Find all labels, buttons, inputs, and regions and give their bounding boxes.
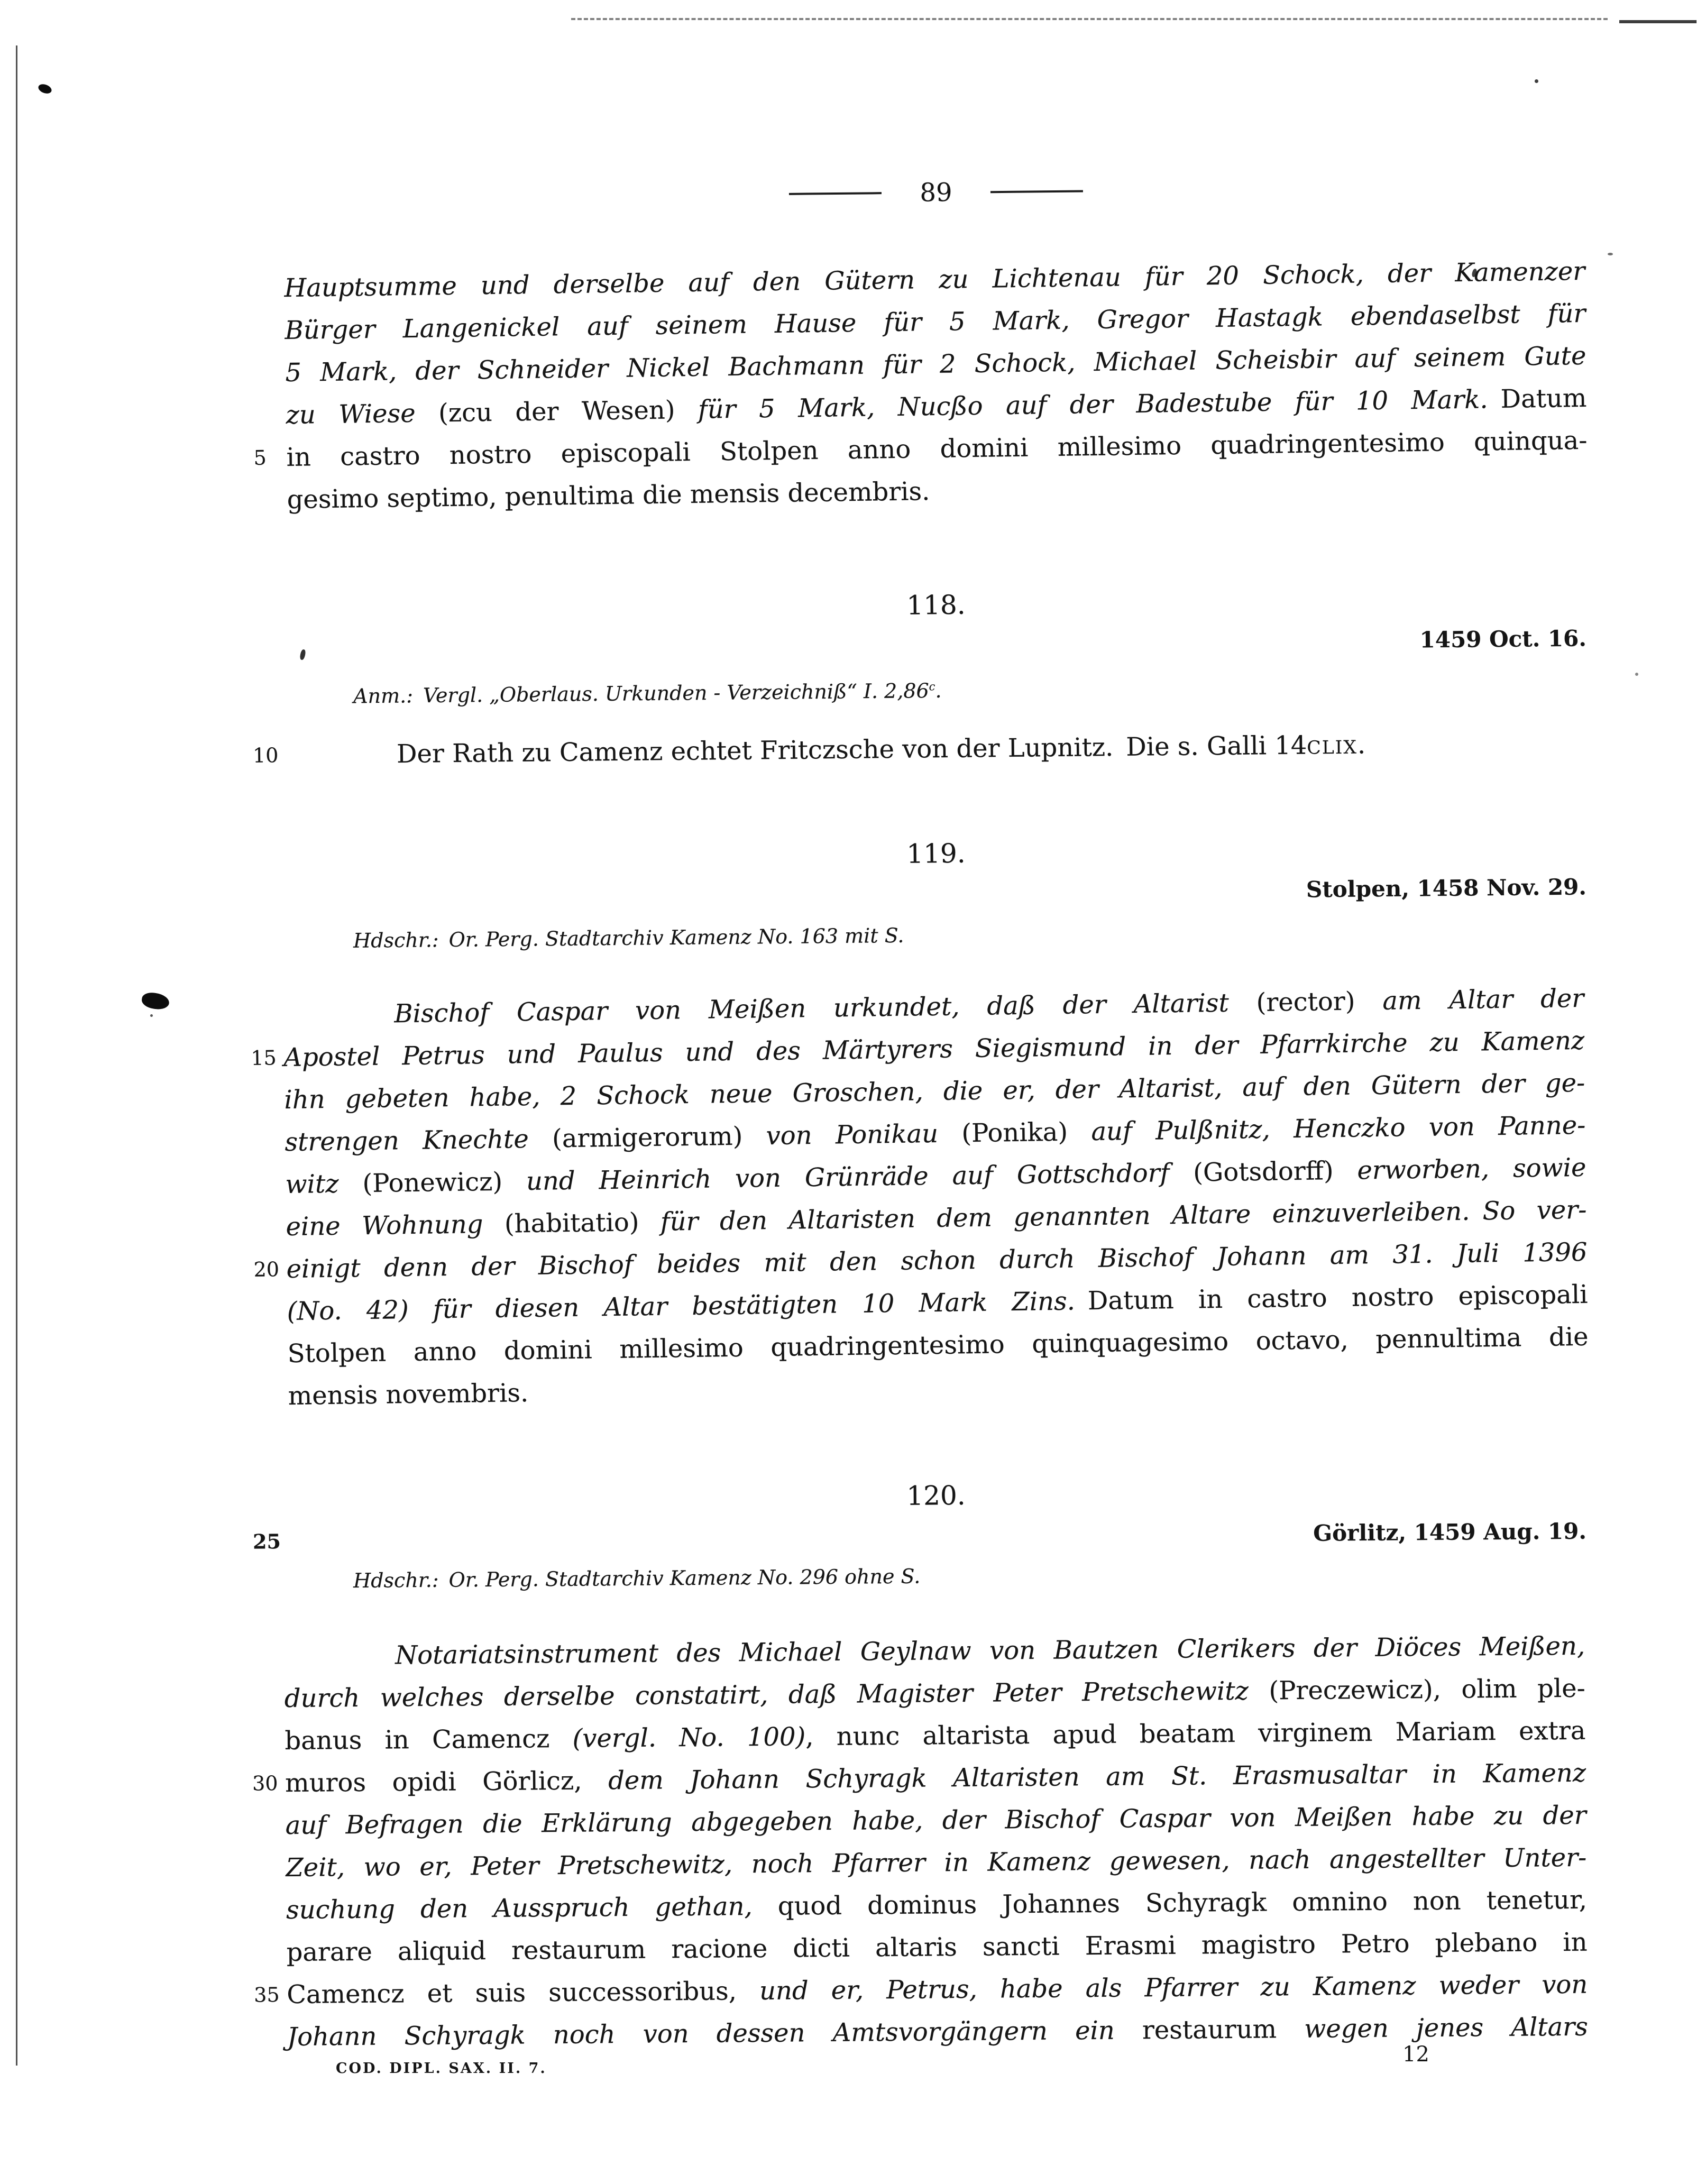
text-segment: erworben, sowie bbox=[1333, 1152, 1586, 1186]
note-n120 bbox=[286, 1555, 1654, 1597]
text-segment: strengen Knechte bbox=[285, 1124, 553, 1158]
para-l10 bbox=[252, 721, 1587, 776]
para-p120 bbox=[252, 1625, 1588, 2058]
margin-line-number: 20 bbox=[253, 1258, 280, 1281]
charter-date: 1459 Oct. 16. bbox=[1419, 625, 1587, 653]
text-segment: auf Befragen die Erklärung abgegeben habe, der Bischof Caspar von Meißen habe zu der bbox=[285, 1800, 1586, 1841]
text-segment: eine Wohnung bbox=[286, 1209, 505, 1242]
text-segment: (zcu der Wesen) bbox=[438, 394, 699, 428]
text-segment: (rector) bbox=[1256, 986, 1355, 1017]
text-segment: ihn gebeten habe, 2 Schock neue Groschen, die er, der Altarist, auf den Gütern der ge- bbox=[284, 1068, 1585, 1115]
text-segment: Zeit, wo er, Peter Pretschewitz, noch Pfarrer in Kamenz gewesen, nach angestellter Unter- bbox=[286, 1842, 1587, 1883]
text-segment: am Altar der bbox=[1354, 983, 1584, 1016]
text-segment: . bbox=[1357, 730, 1366, 760]
margin-line-number: 30 bbox=[252, 1772, 278, 1795]
text-line bbox=[252, 721, 1587, 776]
charter-number-heading: 120. bbox=[906, 1480, 966, 1511]
text-segment: für 5 Mark, Nucßo auf der Badestube für 10 Mark. bbox=[698, 384, 1488, 425]
text-segment: Bischof Caspar von Meißen urkundet, daß der Altarist bbox=[393, 987, 1256, 1029]
margin-line-number: 5 bbox=[253, 446, 267, 470]
text-segment: restaurum bbox=[1142, 2014, 1277, 2045]
footer-sheet-number: 12 bbox=[1402, 2042, 1429, 2067]
text-segment: c bbox=[929, 680, 935, 693]
text-segment: (habitatio) bbox=[504, 1207, 639, 1239]
margin-line-number: 35 bbox=[254, 1983, 280, 2007]
scan-artifact-top-solid-mark bbox=[1619, 20, 1696, 23]
text-segment: Johann Schyragk noch von dessen Amtsvorgängern ein bbox=[287, 2015, 1143, 2052]
text-segment: (armigerorum) bbox=[552, 1121, 743, 1154]
charter-number-heading: 119. bbox=[906, 838, 966, 869]
charter-number-heading: 118. bbox=[906, 589, 966, 621]
text-segment: und er, Petrus, habe als Pfarrer zu Kamenz weder von bbox=[759, 1969, 1588, 2006]
text-segment: So ver- bbox=[1470, 1195, 1587, 1226]
charter-date: Görlitz, 1459 Aug. 19. bbox=[1313, 1518, 1587, 1546]
text-segment: CLIX bbox=[1307, 737, 1358, 759]
scan-artifact-left-edge-line bbox=[16, 45, 17, 2066]
text-segment: (Ponika) bbox=[961, 1117, 1068, 1149]
scan-artifact-ink-blot bbox=[141, 992, 170, 1011]
text-segment: , nunc altarista apud beatam virginem Mariam extra bbox=[805, 1715, 1586, 1752]
margin-line-number: 25 bbox=[252, 1529, 281, 1554]
header-rule-left bbox=[789, 192, 882, 195]
scan-artifact-dot bbox=[1608, 253, 1613, 255]
text-segment: (vergl. No. 100) bbox=[572, 1722, 806, 1754]
text-segment: Hdschr.: Or. Perg. Stadtarchiv Kamenz No. 296 ohne S. bbox=[353, 1564, 921, 1592]
text-segment: wegen jenes Altars bbox=[1276, 2012, 1588, 2044]
scan-artifact-ink-dot bbox=[150, 1014, 153, 1017]
text-segment: Camencz et suis successoribus, bbox=[286, 1976, 760, 2009]
text-segment: suchung den Ausspruch gethan, bbox=[286, 1891, 778, 1925]
page-number-header: 89 bbox=[920, 177, 952, 208]
text-segment: Stolpen anno domini millesimo quadringentesimo quinquagesimo octavo, pennultima die bbox=[287, 1322, 1589, 1369]
text-segment: mensis novembris. bbox=[288, 1378, 529, 1411]
text-segment: Bürger Langenickel auf seinem Hause für 5 Mark, Gregor Hastagk ebendaselbst für bbox=[285, 298, 1586, 346]
text-segment: einigt denn der Bischof beides mit den schon durch Bischof Johann am 31. Juli 1396 bbox=[286, 1237, 1588, 1284]
note-n119 bbox=[286, 912, 1654, 957]
text-segment: Hdschr.: Or. Perg. Stadtarchiv Kamenz No. 163 mit S. bbox=[353, 923, 904, 952]
header-rule-right bbox=[990, 190, 1083, 194]
note-n118 bbox=[286, 664, 1654, 709]
text-segment: Anm.: Vergl. „Oberlaus. Urkunden - Verzeichniß“ I. 2,86 bbox=[353, 678, 929, 708]
text-segment: für den Altaristen dem genannten Altare einzuverleiben. bbox=[638, 1196, 1470, 1237]
text-segment: Notariatsinstrument des Michael Geylnaw von Bautzen Clerikers der Diöces Meißen, bbox=[395, 1631, 1585, 1671]
text-segment: witz bbox=[285, 1169, 363, 1200]
pageheader-hdr bbox=[286, 167, 1587, 218]
scan-artifact-dot bbox=[1535, 79, 1538, 83]
text-segment: Hauptsumme und derselbe auf den Gütern zu Lichtenau für 20 Schock, der Kamenzer bbox=[284, 256, 1585, 304]
text-segment: quod dominus Johannes Schyragk omnino non tenetur, bbox=[777, 1885, 1588, 1921]
text-segment: Datum bbox=[1488, 383, 1587, 415]
text-segment: dem Johann Schyragk Altaristen am St. Erasmusaltar in Kamenz bbox=[608, 1758, 1586, 1796]
text-segment: Der Rath zu Camenz echtet Fritczsche von der Lupnitz. Die s. Galli 14 bbox=[396, 730, 1307, 769]
text-segment: zu Wiese bbox=[286, 398, 439, 430]
text-segment: 5 Mark, der Schneider Nickel Bachmann für 2 Schock, Michael Scheisbir auf seinem Gute bbox=[285, 341, 1586, 388]
margin-line-number: 10 bbox=[252, 744, 279, 767]
text-segment: (No. 42) für diesen Altar bestätigten 10 Mark Zins. bbox=[287, 1286, 1076, 1326]
text-segment: auf Pulßnitz, Henczko von Panne- bbox=[1067, 1110, 1586, 1147]
text-segment: von Ponikau bbox=[742, 1118, 962, 1151]
text-segment: durch welches derselbe constatirt, daß Magister Peter Pretschewitz bbox=[284, 1676, 1269, 1714]
margin-line-number: 15 bbox=[251, 1046, 277, 1070]
charter-date: Stolpen, 1458 Nov. 29. bbox=[1306, 874, 1587, 903]
footer-series-title: COD. DIPL. SAX. II. 7. bbox=[336, 2060, 547, 2077]
text-segment: (Ponewicz) bbox=[362, 1167, 503, 1199]
text-segment: in castro nostro episcopali Stolpen anno domini millesimo quadringentesimo quinqua- bbox=[286, 425, 1588, 472]
text-segment: gesimo septimo, penultima die mensis decembris. bbox=[287, 476, 930, 515]
text-segment: (Gotsdorff) bbox=[1193, 1156, 1334, 1188]
text-segment: (Preczewicz), olim ple- bbox=[1269, 1673, 1585, 1706]
text-segment: Apostel Petrus und Paulus und des Märtyrers Siegismund in der Pfarrkirche zu Kamenz bbox=[283, 1025, 1585, 1073]
para-p119 bbox=[251, 977, 1589, 1417]
text-segment: . bbox=[935, 678, 942, 702]
scan-artifact-top-dashed-line bbox=[571, 18, 1608, 20]
text-segment: muros opidi Görlicz, bbox=[285, 1766, 609, 1798]
scan-artifact-ink-blob bbox=[37, 82, 53, 95]
text-segment: parare aliquid restaurum racione dicti altaris sancti Erasmi magistro Petro plebano in bbox=[286, 1927, 1588, 1967]
para-p1 bbox=[253, 250, 1588, 521]
text-segment: banus in Camencz bbox=[285, 1723, 573, 1756]
text-segment: und Heinrich von Grünräde auf Gottschdorf bbox=[502, 1158, 1194, 1197]
text-segment: Datum in castro nostro episcopali bbox=[1075, 1279, 1588, 1316]
